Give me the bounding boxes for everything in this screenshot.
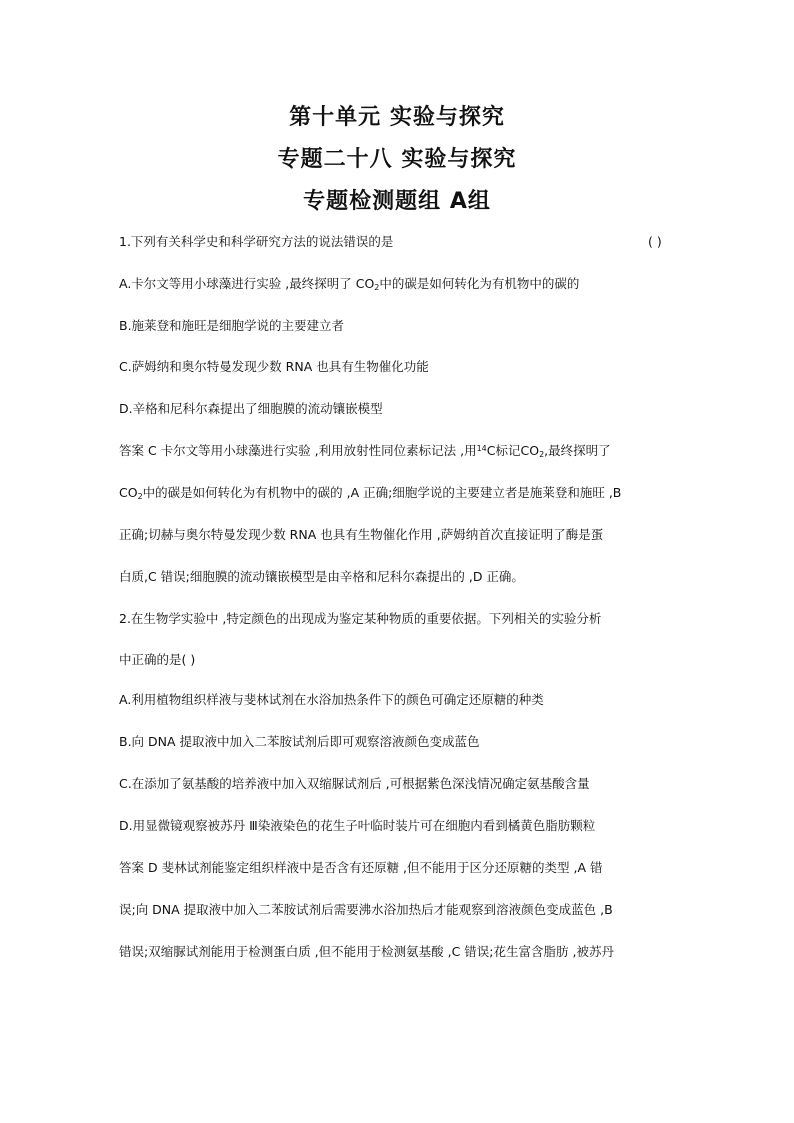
topic-title: 专题二十八 实验与探究 — [277, 147, 517, 172]
question-1-answer-blank: ( ) — [648, 234, 662, 249]
question-1-answer-line-1: 答案 C 卡尔文等用小球藻进行实验 ,利用放射性同位素标记法 ,用$^{14}$C标记$CO_2$,最终探明了 — [119, 443, 611, 459]
question-2-stem-line-2: 中正确的是( ) — [119, 652, 196, 667]
question-1-stem: 1.下列有关科学史和科学研究方法的说法错误的是 — [119, 234, 394, 249]
question-2-answer-line-1: 答案 D 斐林试剂能鉴定组织样液中是否含有还原糖 ,但不能用于区分还原糖的类型 ,A 错 — [119, 860, 603, 875]
question-2-option-b: B.向 DNA 提取液中加入二苯胺试剂后即可观察溶液颜色变成蓝色 — [119, 734, 480, 749]
question-1-option-d: D.辛格和尼科尔森提出了细胞膜的流动镶嵌模型 — [119, 401, 383, 416]
question-1-answer-line-4: 白质,C 错误;细胞膜的流动镶嵌模型是由辛格和尼科尔森提出的 ,D 正确。 — [119, 569, 524, 584]
question-1-option-a: A.卡尔文等用小球藻进行实验 ,最终探明了 $CO_2$中的碳是如何转化为有机物中的碳的 — [119, 276, 580, 292]
question-2-option-a: A.利用植物组织样液与斐林试剂在水浴加热条件下的颜色可确定还原糖的种类 — [119, 692, 544, 707]
question-2-option-c: C.在添加了氨基酸的培养液中加入双缩脲试剂后 ,可根据紫色深浅情况确定氨基酸含量 — [119, 776, 590, 791]
question-2-option-d: D.用显微镜观察被苏丹 Ⅲ染液染色的花生子叶临时装片可在细胞内看到橘黄色脂肪颗粒 — [119, 818, 596, 833]
question-1-option-b: B.施莱登和施旺是细胞学说的主要建立者 — [119, 318, 345, 333]
question-1-answer-line-2: $CO_2$中的碳是如何转化为有机物中的碳的 ,A 正确;细胞学说的主要建立者是施莱登和施旺 ,B — [119, 485, 622, 501]
question-2-stem-line-1: 2.在生物学实验中 ,特定颜色的出现成为鉴定某种物质的重要依据。下列相关的实验分析 — [119, 611, 602, 626]
question-2-answer-line-3: 错误;双缩脲试剂能用于检测蛋白质 ,但不能用于检测氨基酸 ,C 错误;花生富含脂肪 ,被苏丹 — [119, 944, 614, 959]
question-2-answer-line-2: 误;向 DNA 提取液中加入二苯胺试剂后需要沸水浴加热后才能观察到溶液颜色变成蓝色 ,B — [119, 902, 613, 917]
question-1-answer-line-3: 正确;切赫与奥尔特曼发现少数 RNA 也具有生物催化作用 ,萨姆纳首次直接证明了酶是蛋 — [119, 527, 604, 542]
unit-title: 第十单元 实验与探究 — [289, 105, 505, 130]
group-title: 专题检测题组 A组 — [303, 189, 491, 214]
question-1-option-c: C.萨姆纳和奥尔特曼发现少数 RNA 也具有生物催化功能 — [119, 359, 429, 374]
